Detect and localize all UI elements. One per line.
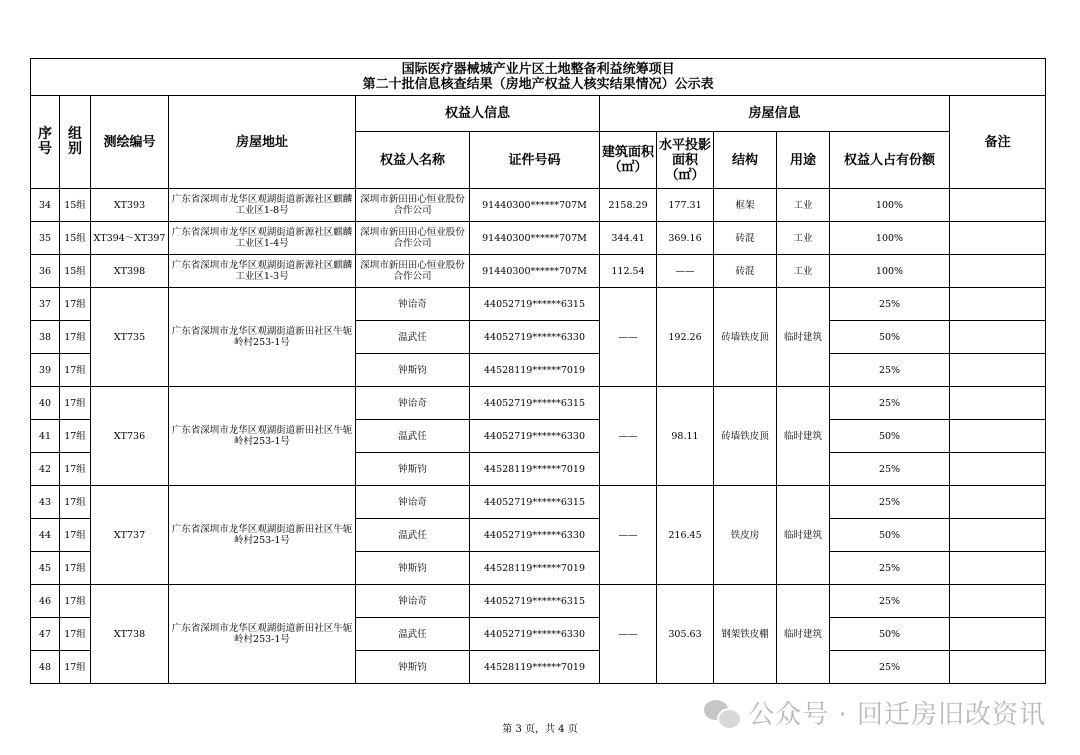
watermark — [704, 694, 1046, 731]
watermark-text: 公众号 · 回迁房旧改资讯 — [748, 700, 1046, 730]
group-cell: 15组 — [60, 189, 91, 222]
seq-cell: 42 — [31, 453, 60, 486]
cert-no-cell: 44052719******6315 — [470, 288, 600, 321]
proj-area-cell: 177.31 — [657, 189, 714, 222]
structure-cell: 砖混 — [714, 222, 777, 255]
cert-no-cell: 91440300******707M — [470, 222, 600, 255]
table-row — [31, 189, 1046, 222]
remark-cell — [950, 321, 1046, 354]
survey-no-cell: XT394～XT397 — [91, 222, 169, 255]
share-cell: 25% — [830, 585, 950, 618]
survey-no-cell: XT737 — [91, 486, 169, 585]
seq-cell: 46 — [31, 585, 60, 618]
address-cell: 广东省深圳市龙华区观湖街道新源社区麒麟工业区1-4号 — [169, 222, 356, 255]
cert-no-cell: 91440300******707M — [470, 189, 600, 222]
share-cell: 50% — [830, 618, 950, 651]
seq-cell: 48 — [31, 651, 60, 684]
seq-cell: 45 — [31, 552, 60, 585]
group-cell: 17组 — [60, 519, 91, 552]
header-seq: 序号 — [31, 96, 60, 189]
structure-cell: 砖墙铁皮顶 — [714, 387, 777, 486]
owner-name-cell: 钟诒奇 — [356, 288, 470, 321]
header-owner-name: 权益人名称 — [356, 132, 470, 189]
share-cell: 100% — [830, 189, 950, 222]
owner-name-cell: 钟斯钧 — [356, 651, 470, 684]
owner-name-cell: 温武任 — [356, 519, 470, 552]
group-cell: 17组 — [60, 387, 91, 420]
header-survey-no: 测绘编号 — [91, 96, 169, 189]
owner-name-cell: 温武任 — [356, 618, 470, 651]
owner-name-cell: 钟斯钧 — [356, 354, 470, 387]
survey-no-cell: XT393 — [91, 189, 169, 222]
header-group: 组别 — [60, 96, 91, 189]
remark-cell — [950, 453, 1046, 486]
seq-cell: 47 — [31, 618, 60, 651]
group-cell: 17组 — [60, 486, 91, 519]
address-cell: 广东省深圳市龙华区观湖街道新源社区麒麟工业区1-3号 — [169, 255, 356, 288]
owner-name-cell: 温武任 — [356, 321, 470, 354]
usage-cell: 工业 — [777, 222, 830, 255]
build-area-cell: 344.41 — [600, 222, 657, 255]
share-cell: 50% — [830, 420, 950, 453]
address-cell: 广东省深圳市龙华区观湖街道新田社区牛轭岭村253-1号 — [169, 387, 356, 486]
structure-cell: 铁皮房 — [714, 486, 777, 585]
cert-no-cell: 44528119******7019 — [470, 453, 600, 486]
build-area-cell: —— — [600, 585, 657, 684]
build-area-cell: 112.54 — [600, 255, 657, 288]
seq-cell: 36 — [31, 255, 60, 288]
remark-cell — [950, 651, 1046, 684]
address-cell: 广东省深圳市龙华区观湖街道新源社区麒麟工业区1-8号 — [169, 189, 356, 222]
cert-no-cell: 44528119******7019 — [470, 552, 600, 585]
usage-cell: 工业 — [777, 189, 830, 222]
notice-table — [30, 58, 1046, 684]
group-cell: 17组 — [60, 453, 91, 486]
usage-cell: 工业 — [777, 255, 830, 288]
remark-cell — [950, 288, 1046, 321]
table-row — [31, 486, 1046, 519]
cert-no-cell: 44052719******6315 — [470, 585, 600, 618]
group-cell: 17组 — [60, 552, 91, 585]
structure-cell: 钢架铁皮棚 — [714, 585, 777, 684]
page-number: 第 3 页，共 4 页 — [502, 724, 578, 735]
share-cell: 50% — [830, 321, 950, 354]
seq-cell: 41 — [31, 420, 60, 453]
seq-cell: 39 — [31, 354, 60, 387]
proj-area-cell: 98.11 — [657, 387, 714, 486]
remark-cell — [950, 420, 1046, 453]
survey-no-cell: XT735 — [91, 288, 169, 387]
group-cell: 15组 — [60, 222, 91, 255]
table-row — [31, 387, 1046, 420]
share-cell: 25% — [830, 453, 950, 486]
proj-area-cell: 216.45 — [657, 486, 714, 585]
survey-no-cell: XT398 — [91, 255, 169, 288]
owner-name-cell: 温武任 — [356, 420, 470, 453]
table-title — [31, 59, 1046, 96]
cert-no-cell: 44052719******6315 — [470, 387, 600, 420]
group-cell: 17组 — [60, 354, 91, 387]
usage-cell: 临时建筑 — [777, 288, 830, 387]
usage-cell: 临时建筑 — [777, 585, 830, 684]
header-build-area: 建筑面积（㎡） — [600, 132, 657, 189]
owner-name-cell: 钟诒奇 — [356, 486, 470, 519]
cert-no-cell: 44052719******6315 — [470, 486, 600, 519]
seq-cell: 38 — [31, 321, 60, 354]
table-row — [31, 585, 1046, 618]
structure-cell: 框架 — [714, 189, 777, 222]
cert-no-cell: 91440300******707M — [470, 255, 600, 288]
share-cell: 50% — [830, 519, 950, 552]
owner-name-cell: 钟诒奇 — [356, 585, 470, 618]
owner-name-cell: 深圳市新田田心恒业股份合作公司 — [356, 189, 470, 222]
cert-no-cell: 44052719******6330 — [470, 519, 600, 552]
build-area-cell: —— — [600, 288, 657, 387]
share-cell: 100% — [830, 222, 950, 255]
group-cell: 17组 — [60, 321, 91, 354]
usage-cell: 临时建筑 — [777, 387, 830, 486]
remark-cell — [950, 585, 1046, 618]
header-address: 房屋地址 — [169, 96, 356, 189]
header-cert-no: 证件号码 — [470, 132, 600, 189]
group-cell: 17组 — [60, 618, 91, 651]
structure-cell: 砖墙铁皮顶 — [714, 288, 777, 387]
build-area-cell: —— — [600, 486, 657, 585]
seq-cell: 37 — [31, 288, 60, 321]
remark-cell — [950, 354, 1046, 387]
header-proj-area: 水平投影面积（㎡） — [657, 132, 714, 189]
table-row — [31, 288, 1046, 321]
owner-name-cell: 钟斯钧 — [356, 453, 470, 486]
remark-cell — [950, 222, 1046, 255]
header-remark: 备注 — [950, 96, 1046, 189]
seq-cell: 40 — [31, 387, 60, 420]
owner-name-cell: 钟斯钧 — [356, 552, 470, 585]
share-cell: 25% — [830, 387, 950, 420]
table-row — [31, 222, 1046, 255]
remark-cell — [950, 519, 1046, 552]
seq-cell: 44 — [31, 519, 60, 552]
group-cell: 17组 — [60, 585, 91, 618]
group-cell: 15组 — [60, 255, 91, 288]
title-line-2: 第二十批信息核查结果（房地产权益人核实结果情况）公示表 — [362, 77, 714, 92]
proj-area-cell: —— — [657, 255, 714, 288]
cert-no-cell: 44528119******7019 — [470, 354, 600, 387]
remark-cell — [950, 552, 1046, 585]
header-owner-info: 权益人信息 — [356, 96, 600, 132]
group-cell: 17组 — [60, 651, 91, 684]
usage-cell: 临时建筑 — [777, 486, 830, 585]
seq-cell: 43 — [31, 486, 60, 519]
address-cell: 广东省深圳市龙华区观湖街道新田社区牛轭岭村253-1号 — [169, 486, 356, 585]
structure-cell: 砖混 — [714, 255, 777, 288]
build-area-cell: 2158.29 — [600, 189, 657, 222]
proj-area-cell: 192.26 — [657, 288, 714, 387]
proj-area-cell: 305.63 — [657, 585, 714, 684]
cert-no-cell: 44052719******6330 — [470, 618, 600, 651]
build-area-cell: —— — [600, 387, 657, 486]
share-cell: 25% — [830, 651, 950, 684]
seq-cell: 34 — [31, 189, 60, 222]
seq-cell: 35 — [31, 222, 60, 255]
share-cell: 25% — [830, 486, 950, 519]
header-usage: 用途 — [777, 132, 830, 189]
proj-area-cell: 369.16 — [657, 222, 714, 255]
owner-name-cell: 钟诒奇 — [356, 387, 470, 420]
address-cell: 广东省深圳市龙华区观湖街道新田社区牛轭岭村253-1号 — [169, 585, 356, 684]
owner-name-cell: 深圳市新田田心恒业股份合作公司 — [356, 255, 470, 288]
group-cell: 17组 — [60, 288, 91, 321]
group-cell: 17组 — [60, 420, 91, 453]
survey-no-cell: XT738 — [91, 585, 169, 684]
remark-cell — [950, 387, 1046, 420]
table-row — [31, 255, 1046, 288]
title-line-1: 国际医疗器械城产业片区土地整备利益统筹项目 — [401, 62, 675, 77]
owner-name-cell: 深圳市新田田心恒业股份合作公司 — [356, 222, 470, 255]
cert-no-cell: 44052719******6330 — [470, 420, 600, 453]
wechat-icon — [704, 698, 740, 728]
remark-cell — [950, 255, 1046, 288]
share-cell: 25% — [830, 552, 950, 585]
survey-no-cell: XT736 — [91, 387, 169, 486]
remark-cell — [950, 618, 1046, 651]
share-cell: 25% — [830, 354, 950, 387]
share-cell: 25% — [830, 288, 950, 321]
cert-no-cell: 44052719******6330 — [470, 321, 600, 354]
address-cell: 广东省深圳市龙华区观湖街道新田社区牛轭岭村253-1号 — [169, 288, 356, 387]
remark-cell — [950, 189, 1046, 222]
header-house-info: 房屋信息 — [600, 96, 950, 132]
header-share: 权益人占有份额 — [830, 132, 950, 189]
remark-cell — [950, 486, 1046, 519]
header-structure: 结构 — [714, 132, 777, 189]
share-cell: 100% — [830, 255, 950, 288]
cert-no-cell: 44528119******7019 — [470, 651, 600, 684]
